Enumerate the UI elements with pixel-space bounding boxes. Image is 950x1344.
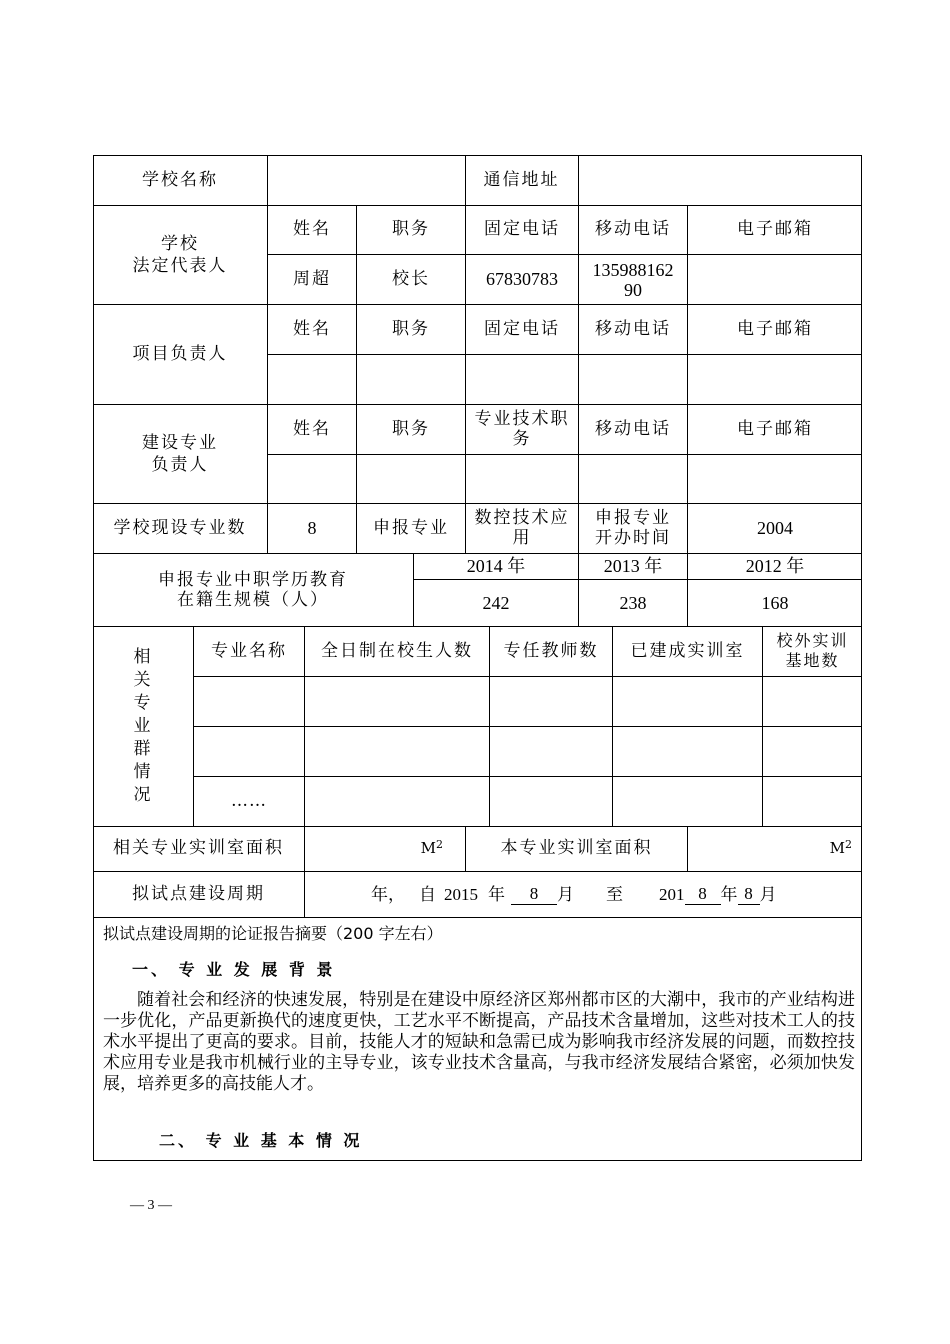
group-header-major: 专业名称 bbox=[211, 640, 287, 661]
major-lead-header-email: 电子邮箱 bbox=[737, 418, 813, 439]
period-label: 拟试点建设周期 bbox=[132, 883, 265, 904]
summary-paragraph: 随着社会和经济的快速发展，特别是在建设中原经济区郑州都市区的大潮中，我市的产业结构进一步优化，产品更新换代的速度更快，工艺水平不断提高，产品技术含量增加，这些对技术工人的技术水平提出了更高的要求。目前，技能人才的短缺和急需已成为影响我市经济发展的问题，而数控技术应用专业是我市机械行业的主导专业，该专业技术含量高，与我市经济发展结合紧密，必须加快发展，培养更多的高技能人才。 bbox=[103, 990, 855, 1094]
related-lab-area-field[interactable] bbox=[305, 826, 465, 871]
summary-title: 拟试点建设周期的论证报告摘要（200 字左右） bbox=[103, 924, 443, 943]
group-header-students: 全日制在校生人数 bbox=[321, 640, 473, 661]
legal-rep-title[interactable]: 校长 bbox=[392, 269, 430, 289]
group-ellipsis: …… bbox=[231, 791, 267, 811]
section-heading-1: 一、 专 业 发 展 背 景 bbox=[132, 960, 336, 979]
group-side-char: 群 bbox=[133, 738, 153, 759]
legal-rep-email[interactable] bbox=[688, 255, 862, 304]
apply-major-label: 申报专业 bbox=[373, 517, 449, 538]
major-lead-label-line2: 负责人 bbox=[151, 454, 209, 475]
legal-rep-header-email: 电子邮箱 bbox=[737, 219, 813, 239]
period-end-nian: 年 bbox=[720, 884, 738, 904]
major-lead-header-name: 姓名 bbox=[293, 418, 331, 439]
major-lead-label-line1: 建设专业 bbox=[142, 432, 218, 453]
own-lab-area-field[interactable] bbox=[688, 826, 862, 871]
project-lead-header-mobile: 移动电话 bbox=[595, 318, 671, 339]
section-heading-2: 二、 专 业 基 本 情 况 bbox=[159, 1131, 363, 1150]
group-side-char: 情 bbox=[133, 761, 153, 782]
address-field[interactable] bbox=[579, 155, 862, 205]
majors-count-value[interactable]: 8 bbox=[307, 517, 317, 538]
enrollment-value-2013[interactable]: 238 bbox=[619, 592, 647, 613]
project-lead-label: 项目负责人 bbox=[132, 343, 228, 364]
address-label: 通信地址 bbox=[483, 169, 560, 190]
period-end-year-suffix[interactable]: 8 bbox=[685, 883, 721, 905]
group-header-labs: 已建成实训室 bbox=[630, 640, 745, 661]
period-field[interactable] bbox=[305, 871, 862, 917]
own-lab-area-label: 本专业实训室面积 bbox=[500, 838, 653, 858]
major-start-value[interactable]: 2004 bbox=[757, 517, 793, 538]
school-name-field[interactable] bbox=[268, 155, 465, 205]
major-lead-header-pro-title: 专业技术职 务 bbox=[474, 409, 570, 449]
period-yue: 月 bbox=[557, 884, 574, 904]
project-lead-header-name: 姓名 bbox=[293, 318, 331, 339]
enrollment-value-2014[interactable]: 242 bbox=[482, 592, 510, 613]
page-number: — 3 — bbox=[130, 1198, 172, 1213]
unit-superscript: 2 bbox=[845, 838, 852, 851]
group-header-teachers: 专任教师数 bbox=[503, 640, 599, 661]
period-nian: 年 bbox=[488, 884, 505, 904]
legal-rep-header-mobile: 移动电话 bbox=[595, 219, 671, 239]
legal-rep-label-line1: 学校 bbox=[161, 233, 199, 254]
enrollment-label-line1: 申报专业中职学历教育 bbox=[158, 569, 348, 590]
legal-rep-label bbox=[93, 205, 267, 304]
related-area-unit: M bbox=[420, 839, 436, 857]
legal-rep-header-phone: 固定电话 bbox=[484, 219, 560, 239]
enrollment-value-2012[interactable]: 168 bbox=[761, 592, 789, 613]
group-side-char: 相 bbox=[133, 646, 153, 667]
period-end-year-prefix: 201 bbox=[659, 884, 685, 904]
group-side-label bbox=[93, 626, 193, 826]
period-start-month[interactable]: 8 bbox=[511, 883, 557, 905]
own-area-unit: M bbox=[829, 839, 845, 857]
legal-rep-phone[interactable]: 67830783 bbox=[486, 269, 558, 289]
period-end-yue: 月 bbox=[759, 884, 777, 904]
group-side-char: 关 bbox=[133, 669, 153, 690]
apply-major-value[interactable]: 数控技术应 用 bbox=[474, 508, 570, 548]
period-end-month[interactable]: 8 bbox=[738, 883, 760, 905]
major-lead-label bbox=[93, 404, 267, 503]
group-side-char: 况 bbox=[133, 784, 153, 805]
enrollment-year-2012: 2012 年 bbox=[745, 555, 805, 576]
school-name-label: 学校名称 bbox=[142, 169, 218, 190]
group-side-char: 业 bbox=[133, 715, 153, 736]
project-lead-header-title: 职务 bbox=[392, 318, 430, 339]
major-lead-header-mobile: 移动电话 bbox=[595, 418, 671, 439]
major-lead-header-title: 职务 bbox=[392, 418, 430, 439]
legal-rep-name[interactable]: 周超 bbox=[293, 269, 331, 289]
row-divider bbox=[93, 917, 862, 918]
period-zi: 自 bbox=[419, 884, 436, 904]
legal-rep-header-title: 职务 bbox=[392, 219, 430, 239]
period-zhi: 至 bbox=[606, 884, 623, 904]
unit-superscript: 2 bbox=[436, 838, 443, 851]
project-lead-header-email: 电子邮箱 bbox=[737, 318, 813, 339]
enrollment-label bbox=[93, 553, 413, 626]
legal-rep-label-line2: 法定代表人 bbox=[132, 255, 228, 276]
enrollment-year-2013: 2013 年 bbox=[603, 555, 663, 576]
major-start-label: 申报专业 开办时间 bbox=[595, 508, 671, 548]
legal-rep-mobile[interactable]: 135988162 90 bbox=[592, 259, 674, 300]
group-side-char: 专 bbox=[133, 692, 153, 713]
related-lab-area-label: 相关专业实训室面积 bbox=[113, 838, 284, 858]
group-header-bases: 校外实训 基地数 bbox=[776, 631, 849, 670]
legal-rep-header-name: 姓名 bbox=[293, 219, 331, 239]
majors-count-label: 学校现设专业数 bbox=[113, 517, 247, 538]
project-lead-header-phone: 固定电话 bbox=[484, 318, 560, 339]
enrollment-label-line2: 在籍生规模（人） bbox=[177, 589, 329, 610]
period-start-year[interactable]: 2015 bbox=[444, 884, 478, 904]
period-nian-comma: 年， bbox=[371, 884, 405, 904]
enrollment-year-2014: 2014 年 bbox=[466, 555, 526, 576]
